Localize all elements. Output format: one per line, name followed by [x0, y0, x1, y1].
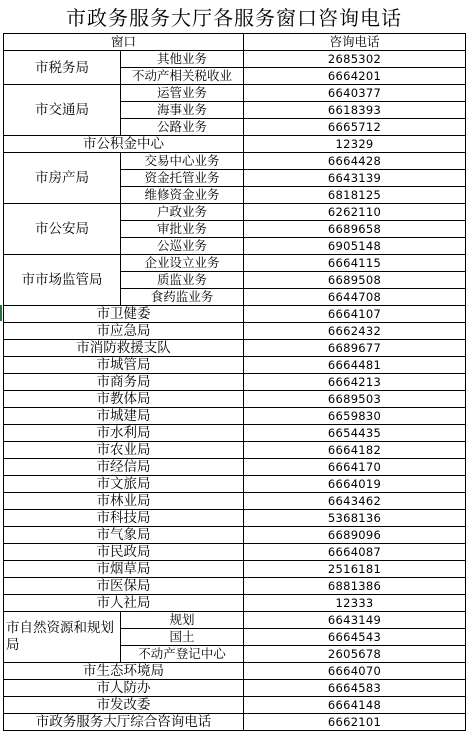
department-cell[interactable]: 市消防救援支队 — [4, 340, 244, 357]
department-cell[interactable]: 市科技局 — [4, 510, 244, 527]
phone-cell[interactable]: 6662432 — [244, 323, 466, 340]
sheet-title: 市政务服务大厅各服务窗口咨询电话 — [66, 6, 402, 30]
phone-cell[interactable]: 6664481 — [244, 357, 466, 374]
service-cell[interactable]: 公路业务 — [121, 119, 244, 136]
header-phone[interactable]: 咨询电话 — [244, 34, 466, 51]
phone-cell[interactable]: 6664213 — [244, 374, 466, 391]
phone-cell[interactable]: 6262110 — [244, 204, 466, 221]
phone-cell[interactable]: 6689503 — [244, 391, 466, 408]
phone-cell[interactable]: 6664428 — [244, 153, 466, 170]
service-cell[interactable]: 国土 — [121, 629, 244, 646]
service-cell[interactable]: 审批业务 — [121, 221, 244, 238]
table-row — [4, 442, 466, 459]
table-row — [4, 374, 466, 391]
service-cell[interactable]: 运管业务 — [121, 85, 244, 102]
phone-cell[interactable]: 6689677 — [244, 340, 466, 357]
service-cell[interactable]: 公巡业务 — [121, 238, 244, 255]
department-cell[interactable]: 市自然资源和规划局 — [4, 612, 121, 663]
service-cell[interactable]: 户政业务 — [121, 204, 244, 221]
phone-cell[interactable]: 6664087 — [244, 544, 466, 561]
department-cell[interactable]: 市卫健委 — [4, 306, 244, 323]
table-row — [4, 306, 466, 323]
phone-cell[interactable]: 6664019 — [244, 476, 466, 493]
service-cell[interactable]: 质监业务 — [121, 272, 244, 289]
phone-cell[interactable]: 6664148 — [244, 697, 466, 714]
service-cell[interactable]: 资金托管业务 — [121, 170, 244, 187]
table-row — [4, 612, 466, 629]
service-cell[interactable]: 不动产登记中心 — [121, 646, 244, 663]
table-row — [4, 544, 466, 561]
phone-cell[interactable]: 6664115 — [244, 255, 466, 272]
service-cell[interactable]: 交易中心业务 — [121, 153, 244, 170]
table-row — [4, 476, 466, 493]
phone-cell[interactable]: 6644708 — [244, 289, 466, 306]
phone-cell[interactable]: 2516181 — [244, 561, 466, 578]
department-cell[interactable]: 市人防办 — [4, 680, 244, 697]
department-cell[interactable]: 市交通局 — [4, 85, 121, 136]
phone-cell[interactable]: 2685302 — [244, 51, 466, 68]
table-row — [4, 714, 466, 731]
phone-cell[interactable]: 6664201 — [244, 68, 466, 85]
service-cell[interactable]: 不动产相关税收业 — [121, 68, 244, 85]
phone-cell[interactable]: 6643139 — [244, 170, 466, 187]
table-row — [4, 408, 466, 425]
table-row — [4, 561, 466, 578]
department-cell[interactable]: 市烟草局 — [4, 561, 244, 578]
table-row — [4, 255, 466, 272]
phone-cell[interactable]: 12329 — [244, 136, 466, 153]
phone-cell[interactable]: 6664107 — [244, 306, 466, 323]
table-row — [4, 697, 466, 714]
phone-directory-table — [3, 33, 466, 731]
table-row — [4, 510, 466, 527]
service-cell[interactable]: 其他业务 — [121, 51, 244, 68]
phone-cell[interactable]: 6654435 — [244, 425, 466, 442]
table-row — [4, 680, 466, 697]
table-row — [4, 136, 466, 153]
department-cell[interactable]: 市公安局 — [4, 204, 121, 255]
phone-cell[interactable]: 6689658 — [244, 221, 466, 238]
department-cell[interactable]: 市经信局 — [4, 459, 244, 476]
department-cell[interactable]: 市文旅局 — [4, 476, 244, 493]
table-row — [4, 51, 466, 68]
phone-cell[interactable]: 2605678 — [244, 646, 466, 663]
service-cell[interactable]: 企业设立业务 — [121, 255, 244, 272]
table-row — [4, 663, 466, 680]
table-row — [4, 357, 466, 374]
table-row — [4, 578, 466, 595]
department-cell[interactable]: 市林业局 — [4, 493, 244, 510]
phone-cell[interactable]: 6665712 — [244, 119, 466, 136]
phone-cell[interactable]: 6689096 — [244, 527, 466, 544]
department-cell[interactable]: 市城管局 — [4, 357, 244, 374]
department-cell[interactable]: 市人社局 — [4, 595, 244, 612]
table-row — [4, 204, 466, 221]
phone-cell[interactable]: 6640377 — [244, 85, 466, 102]
phone-cell[interactable]: 6662101 — [244, 714, 466, 731]
table-row — [4, 527, 466, 544]
department-cell[interactable]: 市农业局 — [4, 442, 244, 459]
department-cell[interactable]: 市水利局 — [4, 425, 244, 442]
table-row — [4, 153, 466, 170]
phone-cell[interactable]: 6664070 — [244, 663, 466, 680]
table-row — [4, 391, 466, 408]
header-window[interactable]: 窗口 — [4, 34, 244, 51]
department-cell[interactable]: 市医保局 — [4, 578, 244, 595]
phone-cell[interactable]: 6818125 — [244, 187, 466, 204]
department-cell[interactable]: 市民政局 — [4, 544, 244, 561]
department-cell[interactable]: 市教体局 — [4, 391, 244, 408]
service-cell[interactable]: 规划 — [121, 612, 244, 629]
table-row — [4, 85, 466, 102]
phone-cell[interactable]: 6664182 — [244, 442, 466, 459]
cell-selection-edge — [0, 305, 2, 321]
service-cell[interactable]: 海事业务 — [121, 102, 244, 119]
department-cell[interactable]: 市商务局 — [4, 374, 244, 391]
department-cell[interactable]: 市房产局 — [4, 153, 121, 204]
phone-cell[interactable]: 6689508 — [244, 272, 466, 289]
phone-cell[interactable]: 6618393 — [244, 102, 466, 119]
department-cell[interactable]: 市应急局 — [4, 323, 244, 340]
table-row — [4, 425, 466, 442]
phone-cell[interactable]: 6881386 — [244, 578, 466, 595]
table-row — [4, 340, 466, 357]
department-cell[interactable]: 市市场监管局 — [4, 255, 121, 306]
header-row — [4, 34, 466, 51]
phone-cell[interactable]: 12333 — [244, 595, 466, 612]
department-cell[interactable]: 市城建局 — [4, 408, 244, 425]
phone-cell[interactable]: 6664583 — [244, 680, 466, 697]
department-cell[interactable]: 市政务服务大厅综合咨询电话 — [4, 714, 244, 731]
table-row — [4, 459, 466, 476]
phone-cell[interactable]: 6905148 — [244, 238, 466, 255]
phone-cell[interactable]: 6664543 — [244, 629, 466, 646]
phone-cell[interactable]: 5368136 — [244, 510, 466, 527]
phone-cell[interactable]: 6643462 — [244, 493, 466, 510]
department-cell[interactable]: 市气象局 — [4, 527, 244, 544]
table-row — [4, 595, 466, 612]
service-cell[interactable]: 食药监业务 — [121, 289, 244, 306]
phone-cell[interactable]: 6659830 — [244, 408, 466, 425]
service-cell[interactable]: 维修资金业务 — [121, 187, 244, 204]
department-cell[interactable]: 市发改委 — [4, 697, 244, 714]
phone-cell[interactable]: 6664170 — [244, 459, 466, 476]
department-cell[interactable]: 市公积金中心 — [4, 136, 244, 153]
department-cell[interactable]: 市税务局 — [4, 51, 121, 85]
table-row — [4, 493, 466, 510]
department-cell[interactable]: 市生态环境局 — [4, 663, 244, 680]
table-row — [4, 323, 466, 340]
phone-cell[interactable]: 6643149 — [244, 612, 466, 629]
